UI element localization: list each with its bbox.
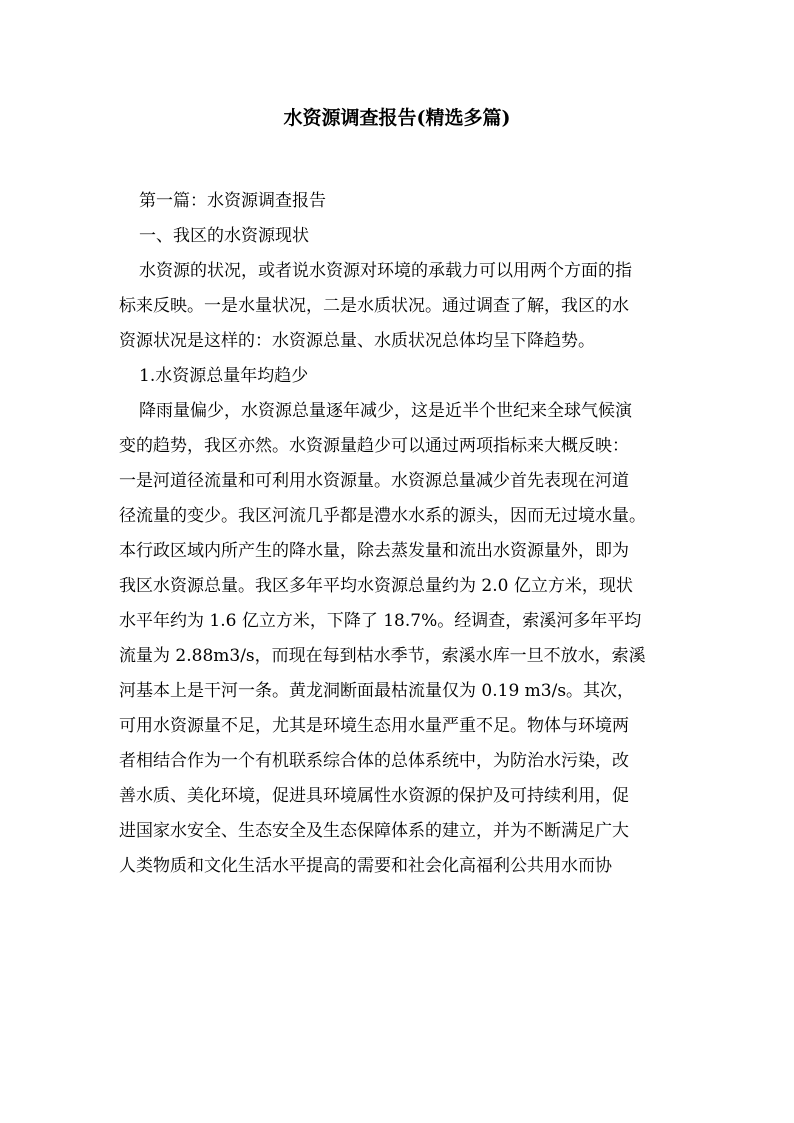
paragraph-line: 水平年约为 1.6 亿立方米，下降了 18.7%。经调查，索溪河多年平均 <box>119 611 642 631</box>
paragraph-line: 本行政区域内所产生的降水量，除去蒸发量和流出水资源量外，即为 <box>119 541 629 561</box>
paragraph-line: 善水质、美化环境，促进具环境属性水资源的保护及可持续利用，促 <box>119 786 629 806</box>
paragraph-line: 流量为 2.88m3/s，而现在每到枯水季节，索溪水库一旦不放水，索溪 <box>119 646 646 666</box>
document-title: 水资源调查报告(精选多篇) <box>283 107 511 129</box>
paragraph-line: 进国家水安全、生态安全及生态保障体系的建立，并为不断满足广大 <box>119 821 629 841</box>
paragraph-line: 我区水资源总量。我区多年平均水资源总量约为 2.0 亿立方米，现状 <box>119 576 633 596</box>
paragraph-line: 者相结合作为一个有机联系综合体的总体系统中，为防治水污染，改 <box>119 751 629 771</box>
paragraph-line: 标来反映。一是水量状况，二是水质状况。通过调查了解，我区的水 <box>119 296 629 316</box>
paragraph-line: 可用水资源量不足，尤其是环境生态用水量严重不足。物体与环境两 <box>119 716 629 736</box>
paragraph-line: 降雨量偏少，水资源总量逐年减少，这是近半个世纪来全球气候演 <box>139 401 632 421</box>
paragraph-line: 变的趋势，我区亦然。水资源量趋少可以通过两项指标来大概反映： <box>119 436 629 456</box>
paragraph-line: 资源状况是这样的：水资源总量、水质状况总体均呈下降趋势。 <box>119 331 595 351</box>
paragraph-line: 水资源的状况，或者说水资源对环境的承载力可以用两个方面的指 <box>139 261 632 281</box>
section-heading: 第一篇：水资源调查报告 <box>139 191 326 211</box>
subsection-heading: 一、我区的水资源现状 <box>139 226 309 246</box>
numbered-heading: 1.水资源总量年均趋少 <box>139 366 309 386</box>
paragraph-line: 河基本上是干河一条。黄龙洞断面最枯流量仅为 0.19 m3/s。其次， <box>119 681 635 701</box>
paragraph-line: 一是河道径流量和可利用水资源量。水资源总量减少首先表现在河道 <box>119 471 629 491</box>
document-body <box>119 184 675 884</box>
paragraph-line: 人类物质和文化生活水平提高的需要和社会化高福利公共用水而协 <box>119 856 612 876</box>
paragraph-line: 径流量的变少。我区河流几乎都是澧水水系的源头，因而无过境水量。 <box>119 506 646 526</box>
